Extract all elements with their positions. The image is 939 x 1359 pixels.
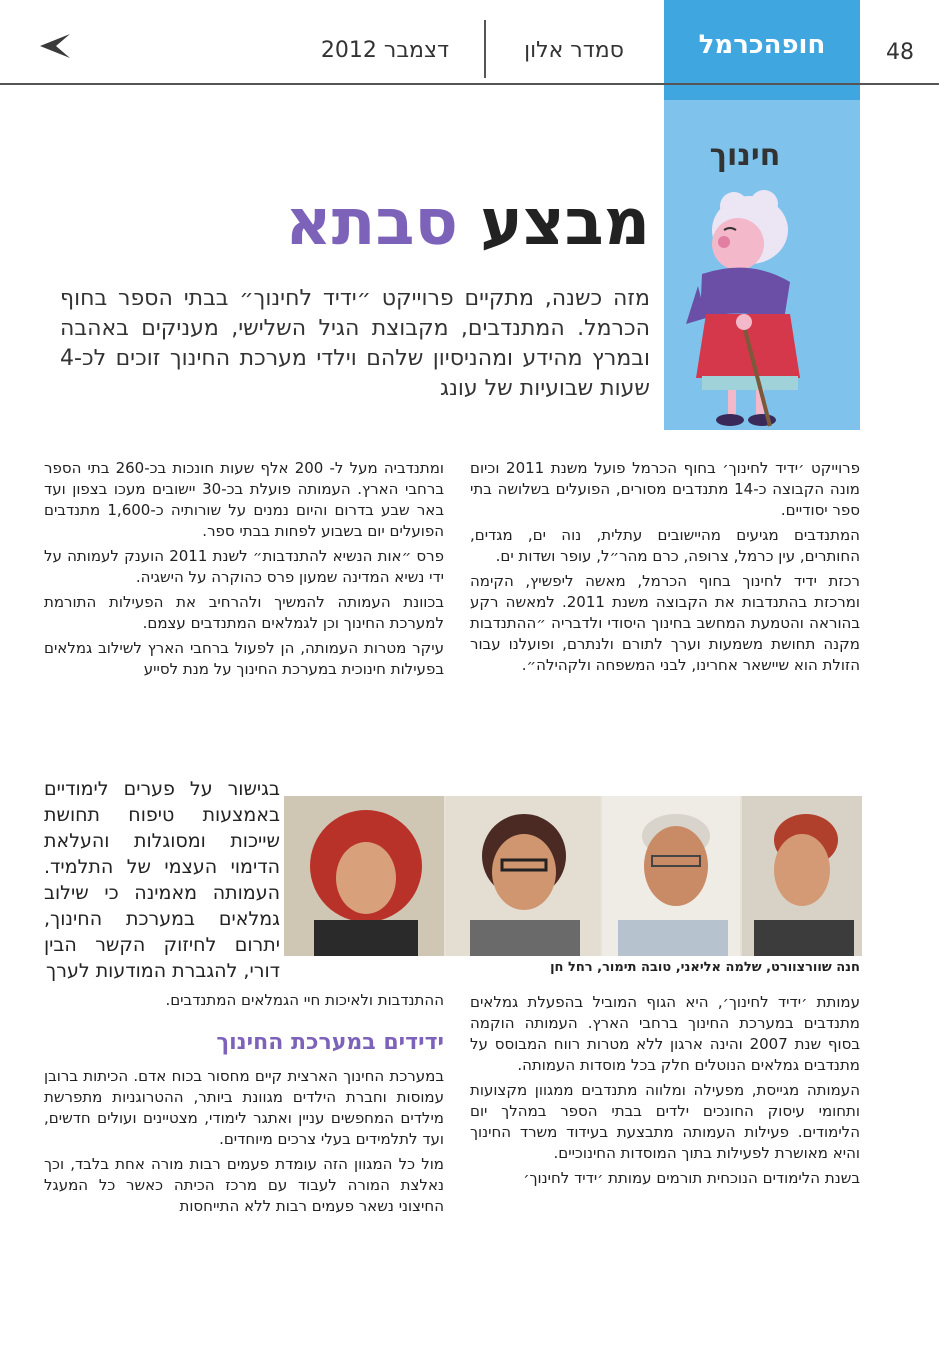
issue-date: דצמבר 2012 [320, 38, 450, 63]
volunteer-photo-shlomo [446, 796, 600, 956]
paragraph: עמותת ׳ידיד לחינוך׳, היא הגוף המוביל בהפעלת גמלאים מתנדבים במערכת החינוך ברחבי הארץ. העמותה הוקמה בסוף שנת 2007 והינה ארגון ללא מטרות רווח המבוסס על מתנדבים גמלאים הנוטלים חלק בכל מוסדות העמותה. [470, 993, 860, 1074]
article-column-left-narrow: בגישור על פערים לימודיים באמצעות טיפוח תחושת שייכות ומסוגלות והעלאת הדימוי העצמי של התלמיד. העמותה מאמינה כי שילוב גמלאים במערכת החינוך, יתרום לחיזוק הקשר הבין דורי, להגברת המודעות לערך [44, 778, 280, 982]
paragraph: עיקר מטרות העמותה, הן לפעול ברחבי הארץ לשילוב גמלאים בפעילות חינוכית במערכת החינוך על מנת לסייע [44, 639, 444, 678]
paragraph: פרס ״אות הנשיא להתנדבות״ לשנת 2011 הוענק לעמותה על ידי נשיא המדינה שמעון פרס כהוקרה על הישגיה. [44, 547, 444, 586]
lead-paragraph: מזה כשנה, מתקיים פרוייקט ״ידיד לחינוך״ בבתי הספר בחוף הכרמל. המתנדבים, מקבוצת הגיל השלישי, מעניקים באהבה ובמרץ מהידע ומהניסיון שלהם וילדי מערכת החינוך זוכים לכ-4 שעות שבועיות של עונג [60, 286, 650, 401]
header-divider [484, 20, 486, 78]
header-rule [0, 83, 939, 85]
photo-caption: חנה שוורצוורט, שלמה אליאני, טובה תימור, רחל חן [550, 960, 860, 975]
volunteers-photo-strip [284, 796, 862, 956]
author-name: סמדר אלון [524, 38, 624, 63]
article-column-right-top [470, 458, 860, 680]
paragraph: ומתנדביה מעל ל- 200 אלף שעות חונכות בכ-260 בתי הספר ברחבי הארץ. העמותה פועלת בכ-30 יישובים מעכו בצפון ועד באר שבע בדרום והיום נמנים על שורותיה כ-1,600 מתנדבים הפועלים יום בשבוע לפחות בבתי ספר. [44, 459, 445, 540]
volunteer-photo-hana [284, 796, 444, 956]
paragraph: רכזת ידיד לחינוך בחוף הכרמל, מאשה ליפשיץ, הקימה ומרכזת בהתנדבות את הקבוצה משנת 2011. למאשה רקע בהוראה והטמעת המחשב בחינוך היסודי ולדבריה ״ההתנדבות מקנה תחושת משמעות וערך לתורם ולנתרם, ופועלנו עבור הזולת הוא שיישאר אחרינו, לבני המשפחה ולקהילה״. [470, 572, 860, 674]
headline-part-1: מבצע [480, 186, 650, 260]
magazine-logo: חופהכרמל [698, 30, 826, 60]
page-number: 48 [886, 40, 914, 65]
back-arrow-icon[interactable] [38, 32, 72, 60]
article-column-right-bottom [470, 992, 860, 1193]
paragraph: פרוייקט ׳ידיד לחינוך׳ בחוף הכרמל פועל משנת 2011 וכיום מונה הקבוצה כ-14 מתנדבים מסורים, הפועלים בשלושה בתי ספר יסודיים. [470, 459, 860, 519]
volunteer-photo-tova [602, 796, 740, 956]
section-subheading: ידידים במערכת החינוך [216, 1030, 444, 1055]
article-column-left-bottom: ההתנדבות ולאיכות חיי הגמלאים המתנדבים. [165, 991, 444, 1009]
grandma-illustration [672, 190, 822, 430]
article-column-left-sub [44, 1066, 444, 1221]
headline-part-2: סבתא [285, 186, 458, 260]
paragraph: המתנדבים מגיעים מהיישובים עתלית, נוה ים, מגדים, החותרים, עין כרמל, צרופה, כרם מהר״ל, עופר ושדות ים. [470, 526, 860, 565]
headline [170, 178, 650, 268]
paragraph: בכוונת העמותה להמשיך ולהרחיב את הפעילות התורמת למערכת החינוך וכן לגמלאים המתנדבים עצמם. [44, 593, 444, 632]
paragraph: בשנת הלימודים הנוכחית תורמים עמותת ׳ידיד לחינוך׳ [523, 1169, 860, 1187]
section-label: חינוך [709, 138, 781, 173]
paragraph: מול כל המגוון הזה עומדת פעמים רבות מורה אחת בלבד, וכך נאלצת המורה לעבוד עם מרכז הכיתה כאשר כל המעגל החיצוני נשאר פעמים רבות ללא התייחסות [44, 1155, 444, 1215]
paragraph: במערכת החינוך הארצית קיים מחסור בכוח אדם. הכיתות ברובן עמוסות וחברת הילדים מגוונת ביותר, ההטרוגניות מתפרשת מילדים המחפשים עניין ואתגר לימודי, מצטיינים ועולים חדשים, ועד לתלמידים בעלי צרכים מיוחדים. [44, 1067, 444, 1148]
article-column-left-top [44, 458, 444, 684]
volunteer-photo-rachel [742, 796, 862, 956]
paragraph: העמותה מגייסת, מפעילה ומלווה מתנדבים ממגוון מקצועות ותחומי עיסוק החונכים ילדים בבתי הספר במהלך יום הלימודים. פעילות העמותה מתבצעת בעידוד משרד החינוך והיא מאושרת לפעילות בתוך המוסדות החינוכיים. [470, 1081, 860, 1162]
